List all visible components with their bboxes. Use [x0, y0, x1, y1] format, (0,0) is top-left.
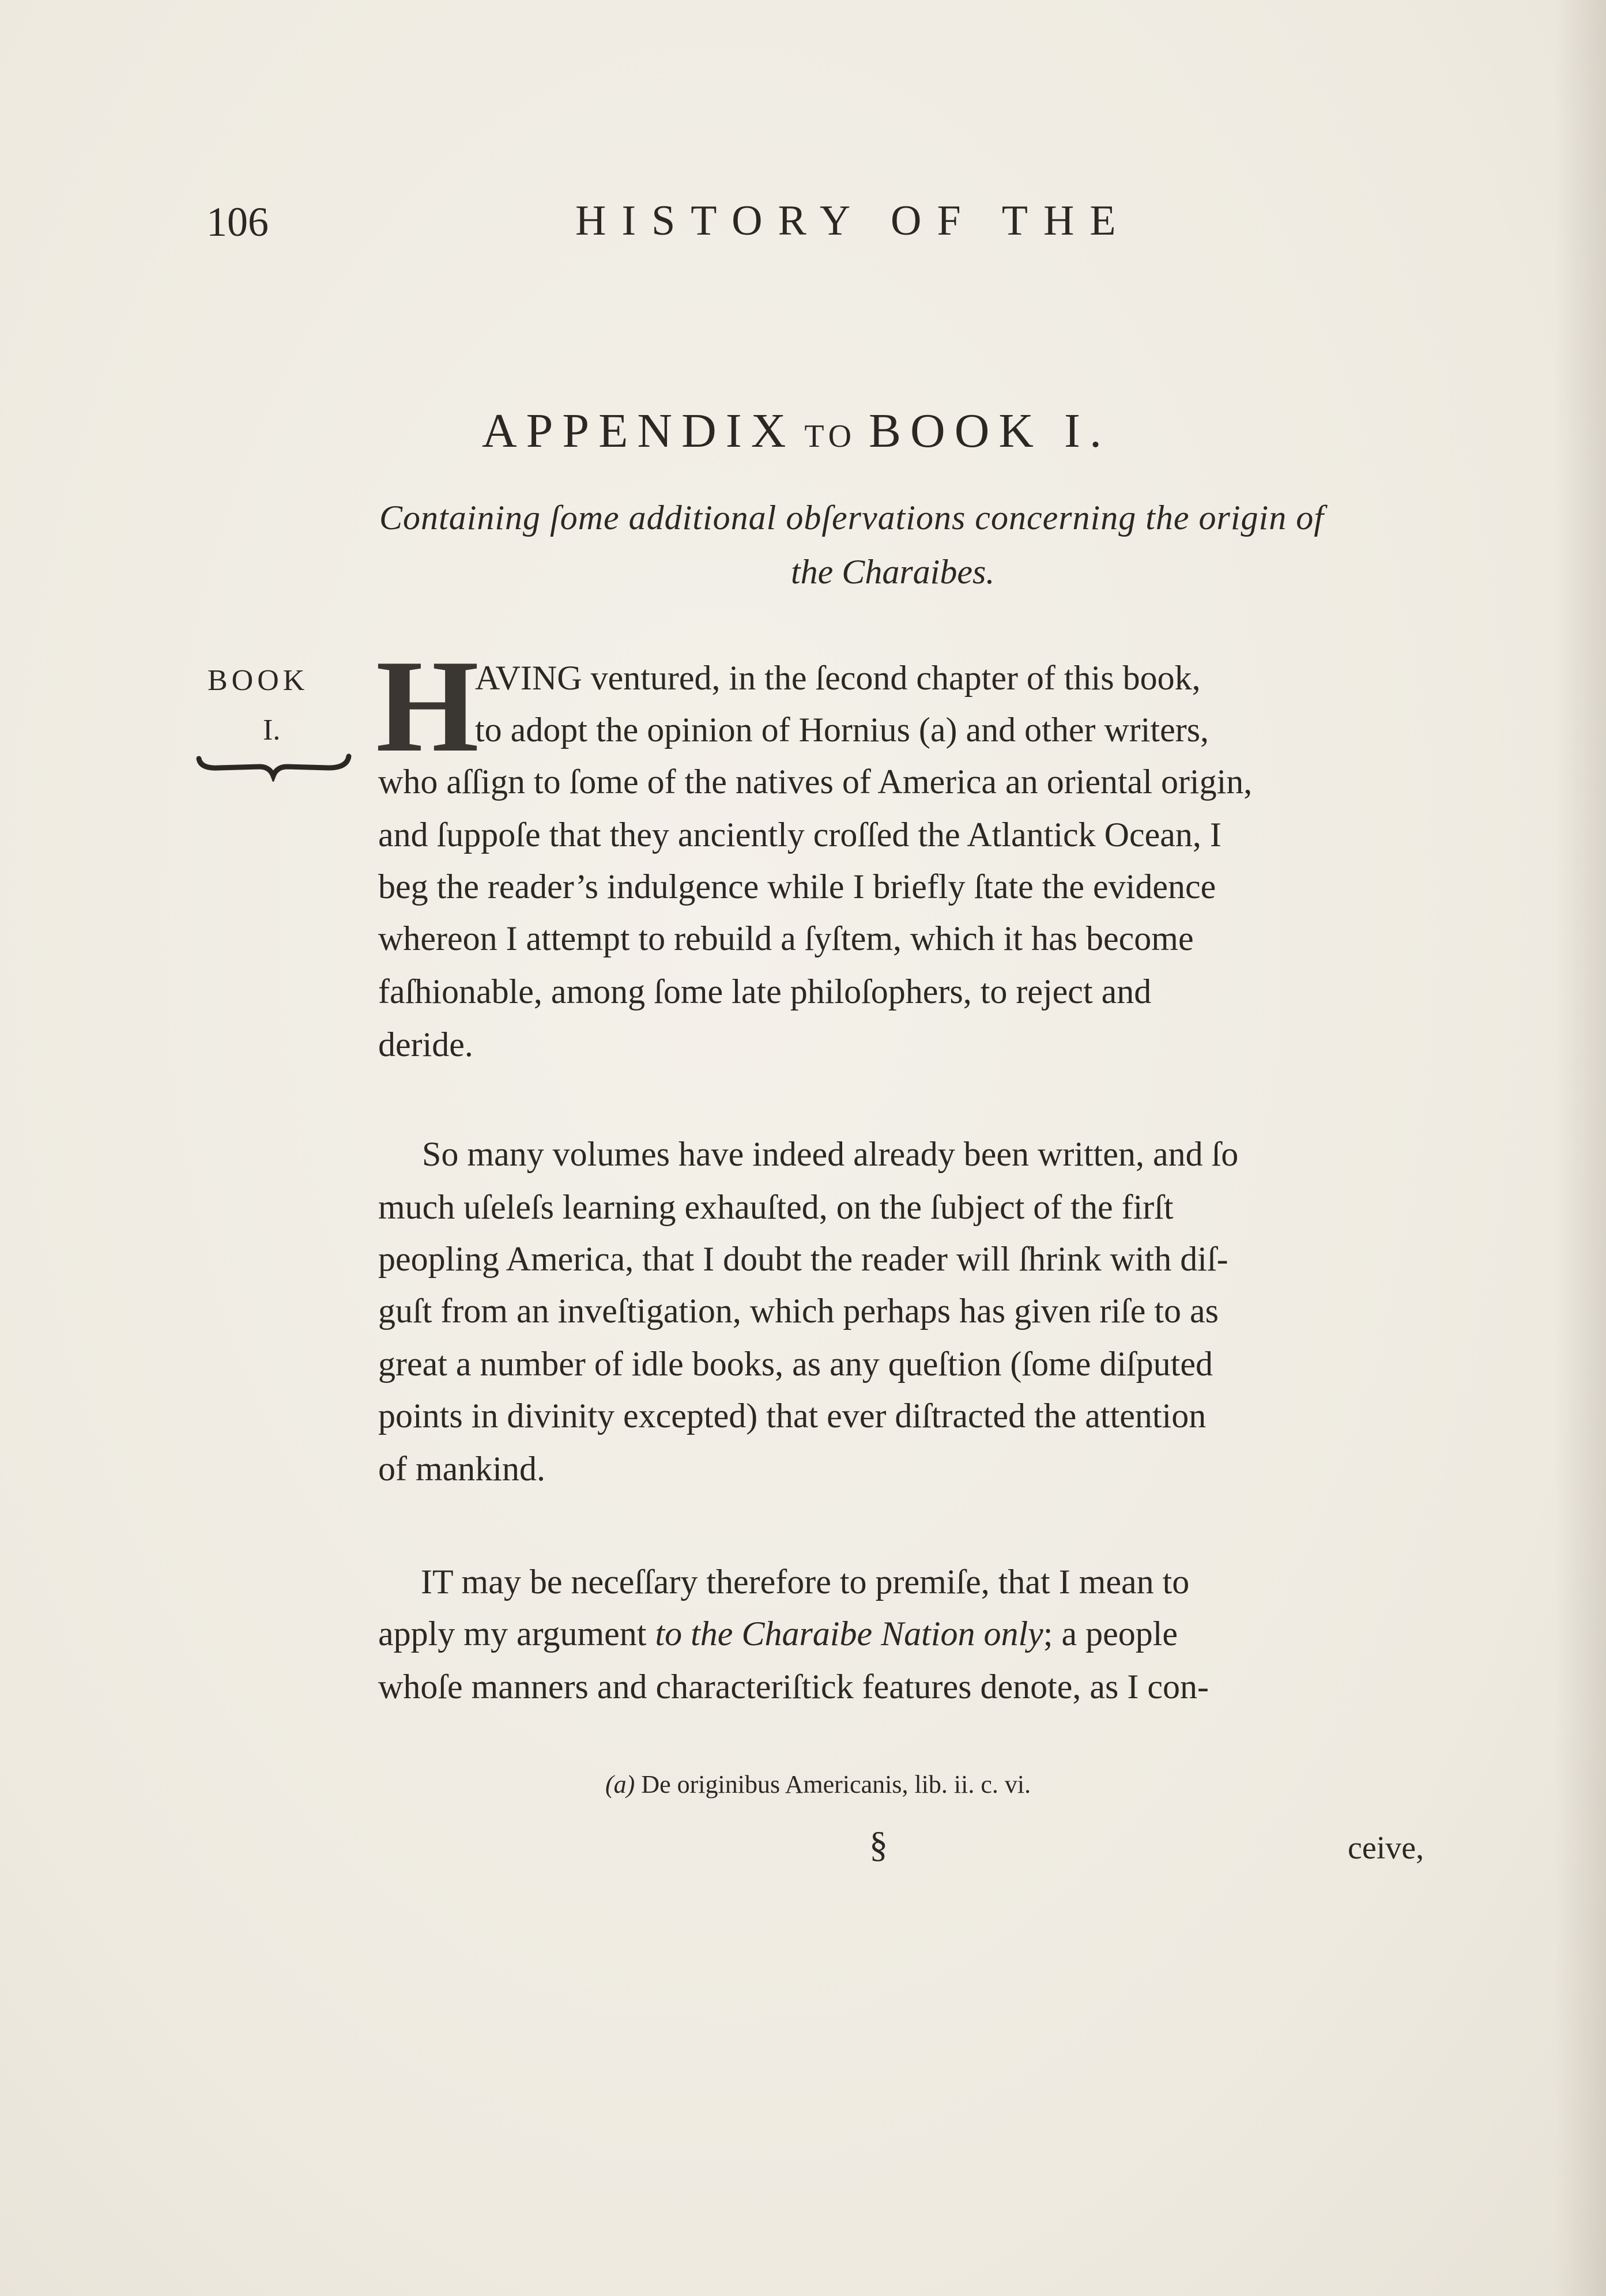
paragraph-1-line: who aſſign to ſome of the natives of America an oriental origin, [378, 763, 1253, 801]
paragraph-2-line: of mankind. [378, 1450, 545, 1488]
footnote [605, 1767, 1031, 1802]
paragraph-1-line: beg the reader’s indulgence while I briefly ſtate the evidence [378, 868, 1216, 906]
paragraph-1-line: deride. [378, 1026, 473, 1064]
footnote-mark: (a) [605, 1770, 635, 1799]
paragraph-1-line: AVING ventured, in the ſecond chapter of this book, [475, 659, 1201, 697]
paragraph-3-line: whoſe manners and characteriſtick features denote, as I con- [378, 1668, 1209, 1706]
subtitle-line-1: Containing ſome additional obſervations concerning the origin of [379, 499, 1324, 537]
catchword: ceive, [1348, 1830, 1424, 1866]
drop-cap: H [376, 632, 479, 779]
paragraph-1-line: to adopt the opinion of Hornius (a) and other writers, [475, 711, 1209, 749]
paragraph-2-line: great a number of idle books, as any queſtion (ſome diſputed [378, 1345, 1213, 1383]
paragraph-1-line: faſhionable, among ſome late philoſophers, to reject and [378, 972, 1152, 1011]
running-head: HISTORY OF THE [575, 197, 1132, 244]
paragraph-3-emphasis: to the Charaibe Nation only [655, 1615, 1043, 1653]
margin-note-book: BOOK [208, 664, 309, 697]
paragraph-3-text: ; a people [1043, 1615, 1178, 1653]
paragraph-1-line: and ſuppoſe that they anciently croſſed the Atlantick Ocean, I [378, 816, 1222, 854]
paragraph-2-line: much uſeleſs learning exhauſted, on the ſubject of the firſt [378, 1188, 1174, 1226]
paragraph-2-line: peopling America, that I doubt the reader will ſhrink with diſ- [378, 1240, 1228, 1278]
margin-note-number: I. [263, 714, 281, 747]
paragraph-2-line: So many volumes have indeed already been written, and ſo [422, 1135, 1239, 1173]
appendix-title-main: APPENDIX [482, 404, 796, 458]
footnote-text: De originibus Americanis, lib. ii. c. vi. [641, 1770, 1031, 1799]
signature-mark: § [869, 1824, 888, 1865]
paragraph-3-line: IT may be neceſſary therefore to premiſe, that I mean to [421, 1563, 1190, 1601]
appendix-title-to: TO [804, 419, 857, 454]
appendix-title-book: BOOK I. [869, 404, 1111, 458]
page-number: 106 [206, 199, 269, 245]
paragraph-3-line [378, 1611, 1178, 1657]
appendix-title [482, 402, 1347, 465]
paragraph-3-text: apply my argument [378, 1615, 655, 1653]
page-edge-shadow [1554, 0, 1606, 2296]
paragraph-2-line: points in divinity excepted) that ever diſtracted the attention [378, 1397, 1207, 1435]
subtitle-line-2: the Charaibes. [791, 553, 995, 591]
margin-brace-icon [196, 747, 352, 782]
paragraph-1-line: whereon I attempt to rebuild a ſyſtem, which it has become [378, 919, 1194, 957]
paragraph-2-line: guſt from an inveſtigation, which perhaps has given riſe to as [378, 1292, 1219, 1330]
